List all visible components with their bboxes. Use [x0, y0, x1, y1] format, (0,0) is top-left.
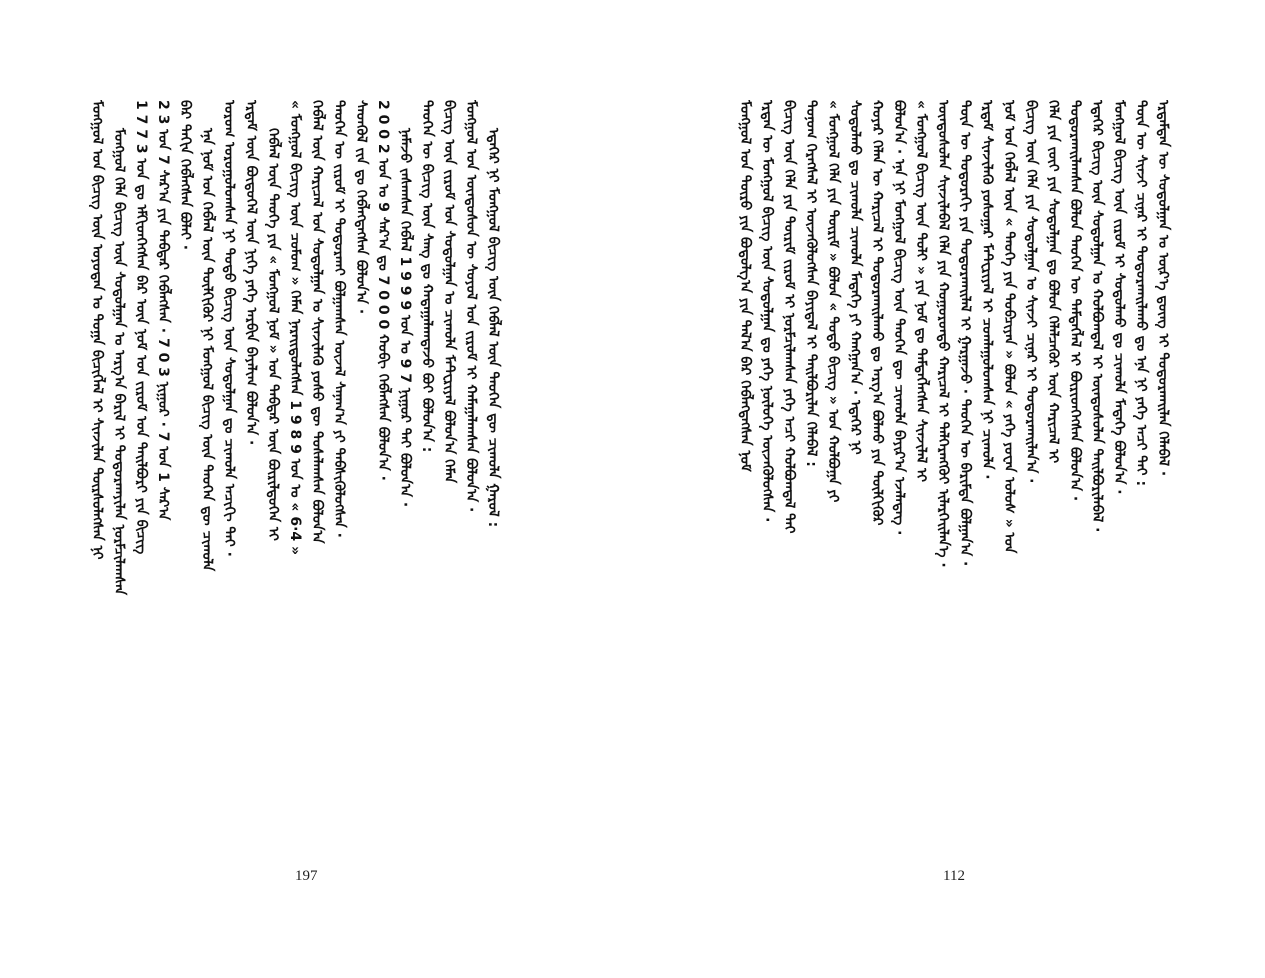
text-column: ᠪᠠᠷ ᠳᠠᠬᠢᠨ ᠬᠡᠪᠯᠡᠭᠰᠡᠨ ᠪᠣᠯᠠᠢ ·	[177, 100, 193, 251]
text-column: ᠦᠨᠳᠦᠰᠦᠯᠡᠨ ᠰᠢᠨᠵᠢᠯᠡᠪᠡᠯ ᠬᠡᠯᠡ ᠶᠢᠨ ᠬᠣᠭᠤᠷᠤᠨᠳᠤ ᠬᠠᠷᠢᠴᠠᠯ ᠢ ᠳᠡᠯᠭᠡᠷᠡᠩᠭᠦᠢ ᠢᠯᠡᠷᠬᠡᠢᠯᠡᠨ᠎ᠡ ·	[935, 100, 951, 568]
text-column: « ᠮᠣᠩᠭᠣᠯ ᠪᠢᠴᠢᠭ ᠦᠨ ᠴᠣᠮᠣᠭ » ᠬᠡᠮᠡᠨ ᠨᠡᠷᠡᠢᠳᠦᠯᠡᠭᠰᠡᠨ 1 9 8 9 ᠣᠨ ᠤ « 6·4 »	[287, 100, 303, 556]
text-column: ᠲᠦᠨ ᠦ ᠰᠢᠨᠵᠢ ᠴᠢᠨᠠᠷ ᠢ ᠲᠣᠳᠣᠷᠬᠠᠢᠯᠠᠬᠤ ᠳᠤ ᠡᠨᠡ ᠨᠢ ᠶᠡᠬᠡ ᠠᠴᠢ ᠲᠠᠢ :	[1133, 100, 1149, 487]
text-column: ᠡᠷᠳᠡᠮ ᠰᠢᠨᠵᠢᠯᠡᠬᠦ ᠶᠤᠰᠤᠭᠠᠷ ᠮᠠᠲ᠋ᠧᠷᠢᠶᠠᠯ ᠢ ᠴᠤᠭᠯᠠᠭᠤᠯᠤᠭᠰᠠᠨ ᠨᠢ ᠴᠢᠬᠤᠯᠠ ·	[979, 100, 995, 480]
text-column: ᠲᠣᠨᠣᠭ ᠬᠡᠷᠡᠭᠰᠡᠯ ᠢ ᠦᠵᠡᠭᠦᠯᠦᠭᠰᠡᠨ ᠪᠠᠶᠢᠳᠠᠯ ᠢ ᠲᠠᠢᠯᠪᠤᠷᠢᠯᠠᠨ ᠬᠡᠯᠡᠪᠡᠯ :	[803, 100, 819, 467]
text-column: ᠲᠡᠦᠬᠡᠨ ᠦ ᠵᠢᠷᠤᠮ ᠢ ᠲᠣᠳᠣᠷᠬᠠᠢ ᠪᠣᠯᠭᠠᠭᠰᠠᠨ ᠦᠵᠡᠯ ᠰᠠᠨᠠᠭ᠎ᠠ ᠶᠢ ᠳᠡᠪᠰᠢᠭᠦᠯᠦᠭᠰᠡᠨ ·	[331, 100, 347, 538]
text-column: ᠡᠷᠲᠡᠨ ᠦ ᠮᠣᠩᠭᠣᠯ ᠪᠢᠴᠢᠭ ᠦᠨ ᠰᠤᠳᠤᠯᠭᠠᠨ ᠳᠤ ᠶᠡᠬᠡ ᠨᠥᠯᠦᠭᠡ ᠦᠵᠡᠭᠦᠯᠦᠭᠰᠡᠨ ·	[759, 100, 775, 523]
text-column: ᠲᠡᠦᠬᠡᠨ ᠦ ᠪᠢᠴᠢᠭ ᠦᠨ ᠰᠠᠩ ᠳᠤ ᠬᠠᠳᠠᠭᠠᠯᠠᠭᠳᠠᠵᠤ ᠪᠤᠢ ᠪᠣᠯᠤᠨ᠎ᠠ :	[419, 100, 435, 453]
text-column: ᠲᠦᠨ ᠦ ᠳᠣᠲᠣᠷᠠᠬᠢ ᠶᠢᠨ ᠲᠣᠳᠣᠷᠬᠠᠢᠯᠠᠯ ᠢ ᠭᠠᠷᠭᠠᠵᠤ · ᠲᠡᠦᠬᠡᠨ ᠦ ᠪᠠᠷᠢᠮᠲᠠ ᠪᠣᠯᠭᠠᠨ᠎ᠠ ·	[957, 100, 973, 567]
text-column: ᠮᠣᠩᠭᠣᠯ ᠪᠢᠴᠢᠭ ᠦᠨ ᠵᠢᠷᠤᠮ ᠢ ᠰᠤᠳᠤᠯᠬᠤ ᠳᠤ ᠴᠢᠬᠤᠯᠠ ᠮᠡᠳᠡᠭᠡ ᠪᠣᠯᠤᠨ᠎ᠠ ·	[1111, 100, 1127, 495]
left-page	[0, 0, 632, 978]
text-column: ᠮᠣᠩᠭᠣᠯ ᠤᠨ ᠲᠦᠷᠦ ᠶᠢᠨ ᠪᠣᠳᠣᠯᠭ᠎ᠠ ᠶᠢᠨ ᠲᠠᠯ᠎ᠠ ᠪᠠᠷ ᠬᠡᠪᠯᠡᠭᠳᠡᠭᠰᠡᠨ ᠨᠣᠮ	[737, 100, 753, 472]
text-column: ᠤᠷᠤᠭ ᠣᠷᠤᠭᠤᠯᠤᠭᠰᠠᠨ ᠨᠢ ᠲᠣᠳᠣ ᠪᠢᠴᠢᠭ ᠦᠨ ᠰᠤᠳᠤᠯᠭᠠᠨ ᠳᠤ ᠴᠢᠬᠤᠯᠠ ᠠᠴᠢᠬᠢ ᠲᠠᠢ ·	[221, 100, 237, 557]
text-column: « ᠮᠣᠩᠭᠣᠯ ᠬᠡᠯᠡ ᠶᠢᠨ ᠳᠦᠷᠢᠮ » ᠪᠣᠯᠣᠨ « ᠲᠣᠳᠣ ᠪᠢᠴᠢᠭ » ᠤᠨ ᠬᠣᠯᠪᠣᠭᠠ ᠶᠢ	[825, 100, 841, 503]
text-column: ᠡᠳᠡᠭᠡᠷ ᠪᠢᠴᠢᠭ ᠦᠨ ᠰᠤᠳᠤᠯᠭᠠᠨ ᠤ ᠬᠣᠯᠪᠣᠭᠳᠠᠯ ᠢ ᠦᠨᠳᠦᠰᠦᠯᠡᠨ ᠲᠠᠢᠯᠪᠤᠷᠢᠯᠠᠪᠠᠯ ·	[1089, 100, 1105, 533]
text-column: 2 3 ᠣᠨ 7 ᠰᠠᠷ᠎ᠠ ᠶᠢᠨ ᠳᠡᠪᠲᠡᠷ ᠬᠡᠪᠯᠡᠭᠰᠡᠨ · 7 0 3 ᠨᠢᠭᠤᠷ · 7 ᠣᠨ 1 ᠰᠠᠷ᠎ᠠ	[155, 100, 171, 521]
text-column: ᠪᠢᠴᠢᠭ ᠦᠨ ᠬᠡᠯᠡ ᠶᠢᠨ ᠳᠦᠷᠢᠮ ᠵᠢᠷᠤᠮ ᠢ ᠨᠣᠷᠮᠴᠢᠯᠠᠭᠰᠠᠨ ᠶᠡᠬᠡ ᠠᠴᠢ ᠬᠣᠯᠪᠣᠭᠳᠠᠯ ᠲᠠᠢ	[781, 100, 797, 534]
text-column: ᠪᠣᠯᠤᠨ᠎ᠠ · ᠡᠨᠡ ᠨᠢ ᠮᠣᠩᠭᠣᠯ ᠪᠢᠴᠢᠭ ᠦᠨ ᠲᠡᠦᠬᠡᠨ ᠳᠦ ᠴᠢᠬᠤᠯᠠ ᠪᠠᠶᠢᠷ᠎ᠠ ᠡᠵᠡᠯᠡᠳᠡᠭ ·	[891, 100, 907, 536]
text-column: ᠰᠤᠳᠤᠯᠬᠤ ᠳᠤ ᠴᠢᠬᠤᠯᠠ ᠴᠢᠬᠤᠯᠠ ᠮᠡᠳᠡᠭᠡ ᠶᠢ ᠬᠠᠩᠭᠠᠨ᠎ᠠ · ᠡᠳᠡᠭᠡᠷ ᠨᠢ	[847, 100, 863, 455]
text-column: ᠪᠢᠴᠢᠭ ᠦᠨ ᠵᠢᠷᠤᠮ ᠤᠨ ᠰᠤᠳᠤᠯᠭᠠᠨ ᠤ ᠴᠢᠬᠤᠯᠠ ᠮᠠᠲ᠋ᠧᠷᠢᠶᠠᠯ ᠪᠣᠯᠤᠨ᠎ᠠ ᠬᠡᠮᠡᠨ	[441, 100, 457, 484]
text-column: ᠪᠢᠴᠢᠭ ᠦᠨ ᠬᠡᠯᠡ ᠶᠢᠨ ᠰᠤᠳᠤᠯᠭᠠᠨ ᠤ ᠰᠢᠨᠵᠢ ᠴᠢᠨᠠᠷ ᠢ ᠲᠣᠳᠣᠷᠬᠠᠢᠯᠠᠨ᠎ᠠ ·	[1023, 100, 1039, 484]
text-column: ᠨᠣᠮ ᠤᠨ ᠬᠡᠪᠯᠡᠯ ᠦᠨ « ᠲᠡᠦᠬᠡ ᠶᠢᠨ ᠲᠣᠪᠴᠢᠶᠠᠨ » ᠪᠣᠯᠣᠨ « ᠶᠡᠬᠡ ᠶᠤᠸᠠᠨ ᠤᠯᠤᠰ » ᠤᠨ	[1001, 100, 1017, 554]
text-column: 1 7 7 3 ᠣᠨ ᠳᠤ ᠡᠮᠬᠢᠳᠬᠡᠭᠰᠡᠨ ᠪᠠᠷ ᠦᠨ ᠨᠣᠮ ᠤᠨ ᠵᠢᠷᠤᠮ ᠤᠨ ᠲᠠᠢᠯᠪᠤᠷᠢ ᠶᠢᠨ ᠪᠢᠴᠢᠭ	[133, 100, 149, 555]
text-column: ᠨᠡᠮᠡᠵᠦ ᠵᠠᠰᠠᠭᠰᠠᠨ ᠬᠡᠪᠯᠡᠯ 1 9 9 9 ᠣᠨ ᠤ 9 7 ᠨᠢᠭᠤᠷ ᠲᠠᠢ ᠪᠣᠯᠤᠨ᠎ᠠ ·	[397, 128, 413, 508]
text-column: ᠡᠷᠳᠡᠮ ᠦᠨ ᠪᠦᠲᠦᠭᠡᠯ ᠦᠨ ᠨᠢᠭᠡ ᠶᠡᠬᠡ ᠠᠷᠪᠢᠨ ᠪᠠᠶᠠᠯᠢᠭ ᠪᠣᠯᠤᠨ᠎ᠠ ·	[243, 100, 259, 446]
text-column: 2 0 0 2 ᠣᠨ ᠤ 9 ᠰᠠᠷ᠎ᠠ ᠳᠤ 7 0 0 0 ᠬᠤᠪᠢ ᠬᠡᠪᠯᠡᠭᠰᠡᠨ ᠪᠣᠯᠤᠨ᠎ᠠ ·	[375, 100, 391, 481]
text-column: ᠮᠣᠩᠭᠣᠯ ᠤᠨ ᠪᠢᠴᠢᠭ ᠦᠨ ᠣᠶᠤᠲᠠᠨ ᠤ ᠲᠣᠭᠠ ᠪᠢᠴᠢᠭᠯᠡᠯ ᠢ ᠰᠢᠨᠵᠢᠯᠡᠨ ᠳᠦᠷᠰᠦᠯᠡᠭᠰᠡᠨ ᠨᠢ	[89, 100, 105, 560]
page-number: 112	[943, 868, 965, 884]
left-page-text-block	[86, 100, 548, 756]
text-column: ᠰᠡᠳᠬᠦᠯ ᠵᠢᠨ ᠳᠤ ᠬᠡᠪᠯᠡᠭᠳᠡᠭᠰᠡᠨ ᠪᠣᠯᠤᠨ᠎ᠠ ·	[353, 100, 369, 315]
text-column: ᠬᠡᠪᠯᠡᠯ ᠦᠨ ᠲᠡᠦᠬᠡ ᠶᠢᠨ « ᠮᠣᠩᠭᠣᠯ ᠨᠣᠮ » ᠤᠨ ᠳᠡᠪᠲᠡᠷ ᠦᠨ ᠪᠦᠷᠢᠯᠳᠦᠭᠡᠨ ᠢ	[265, 128, 281, 541]
text-column: ᠮᠣᠩᠭᠣᠯ ᠬᠡᠯᠡ ᠪᠢᠴᠢᠭ ᠦᠨ ᠰᠤᠳᠤᠯᠭᠠᠨ ᠤ ᠠᠷᠭ᠎ᠠ ᠪᠠᠷᠢᠯ ᠢ ᠲᠣᠳᠤᠷᠬᠠᠶᠢᠯᠠᠨ ᠨᠣᠷᠮᠴᠢᠯᠠᠭᠰᠠᠨ	[111, 128, 127, 596]
text-column: ᠬᠡᠪᠯᠡᠯ ᠦᠨ ᠬᠠᠷᠢᠴᠠᠯ ᠤᠨ ᠰᠤᠳᠤᠯᠭᠠᠨ ᠤ ᠰᠢᠨᠵᠢᠯᠡᠬᠦ ᠶᠤᠰᠤ ᠳᠦ ᠲᠤᠰᠠᠯᠠᠭᠰᠠᠨ ᠪᠣᠯᠤᠨ᠎ᠠ	[309, 100, 325, 544]
text-column: ᠮᠣᠩᠭᠣᠯ ᠤᠨ ᠦᠨᠳᠦᠰᠦᠨ ᠦ ᠰᠣᠶᠣᠯ ᠤᠨ ᠵᠢᠷᠤᠮ ᠢ ᠬᠠᠮᠠᠭᠠᠯᠠᠭᠰᠠᠨ ᠪᠣᠯᠤᠨ᠎ᠠ ·	[463, 100, 479, 513]
page-number: 197	[295, 868, 318, 884]
text-column: ᠬᠣᠶᠠᠷ ᠬᠡᠯᠡᠨ ᠦ ᠬᠠᠷᠢᠴᠠᠯ ᠢ ᠲᠣᠳᠣᠷᠬᠠᠢᠯᠠᠬᠤ ᠳᠤ ᠠᠷᠭ᠎ᠠ ᠪᠣᠯᠬᠤ ᠶᠢᠨ ᠲᠦᠯᠬᠢᠭᠦᠷ	[869, 100, 885, 526]
text-column: ᠡᠨᠡ ᠨᠣᠮ ᠤᠨ ᠬᠡᠪᠯᠡᠯ ᠦᠨ ᠲᠦᠯᠬᠢᠭᠦᠷ ᠨᠢ ᠮᠣᠩᠭᠣᠯ ᠪᠢᠴᠢᠭ ᠦᠨ ᠲᠡᠦᠬᠡᠨ ᠳᠦ ᠴᠢᠬᠤᠯᠠ	[199, 128, 215, 572]
right-page-text-block	[734, 100, 1194, 756]
text-column: « ᠮᠣᠩᠭᠣᠯ ᠪᠢᠴᠢᠭ ᠦᠨ ᠲᠣᠯᠢ » ᠶᠢᠨ ᠨᠣᠮ ᠳᠤ ᠲᠡᠮᠳᠡᠭᠯᠡᠭᠰᠡᠨ ᠰᠢᠨᠵᠢᠯᠡᠯ ᠢ	[913, 100, 929, 482]
text-column: ᠬᠡᠯᠡ ᠶᠢᠨ ᠵᠦᠢ ᠶᠢᠨ ᠰᠤᠳᠤᠯᠭᠠᠨ ᠳᠤ ᠪᠣᠯᠣᠨ ᠬᠡᠯᠡᠯᠴᠡᠭᠦᠷ ᠦᠨ ᠬᠠᠷᠢᠴᠠᠯ ᠢ	[1045, 100, 1061, 464]
text-column: ᠲᠣᠳᠣᠷᠬᠠᠢᠯᠠᠭᠰᠠᠨ ᠪᠣᠯᠣᠨ ᠲᠡᠦᠬᠡᠨ ᠦ ᠲᠡᠮᠳᠡᠭᠯᠡᠯ ᠢ ᠪᠦᠷᠢᠳᠬᠡᠭᠰᠡᠨ ᠪᠣᠯᠤᠨ᠎ᠠ ·	[1067, 100, 1083, 502]
text-column: ᠡᠷᠳᠡᠮᠲᠡᠨ ᠦ ᠰᠤᠳᠤᠯᠭᠠᠨ ᠤ ᠦᠷ᠎ᠡ ᠳ᠋ᠦᠩ ᠢ ᠲᠣᠳᠣᠷᠬᠠᠢᠯᠠᠨ ᠬᠡᠯᠡᠪᠡᠯ ·	[1155, 100, 1171, 477]
text-column: ᠡᠳᠡᠭᠡᠷ ᠨᠢ ᠮᠣᠩᠭᠣᠯ ᠪᠢᠴᠢᠭ ᠦᠨ ᠬᠡᠪᠯᠡᠯ ᠦᠨ ᠲᠡᠦᠬᠡᠨ ᠳᠦ ᠴᠢᠬᠤᠯᠠ ᠭᠠᠷᠤᠯ :	[485, 128, 501, 528]
